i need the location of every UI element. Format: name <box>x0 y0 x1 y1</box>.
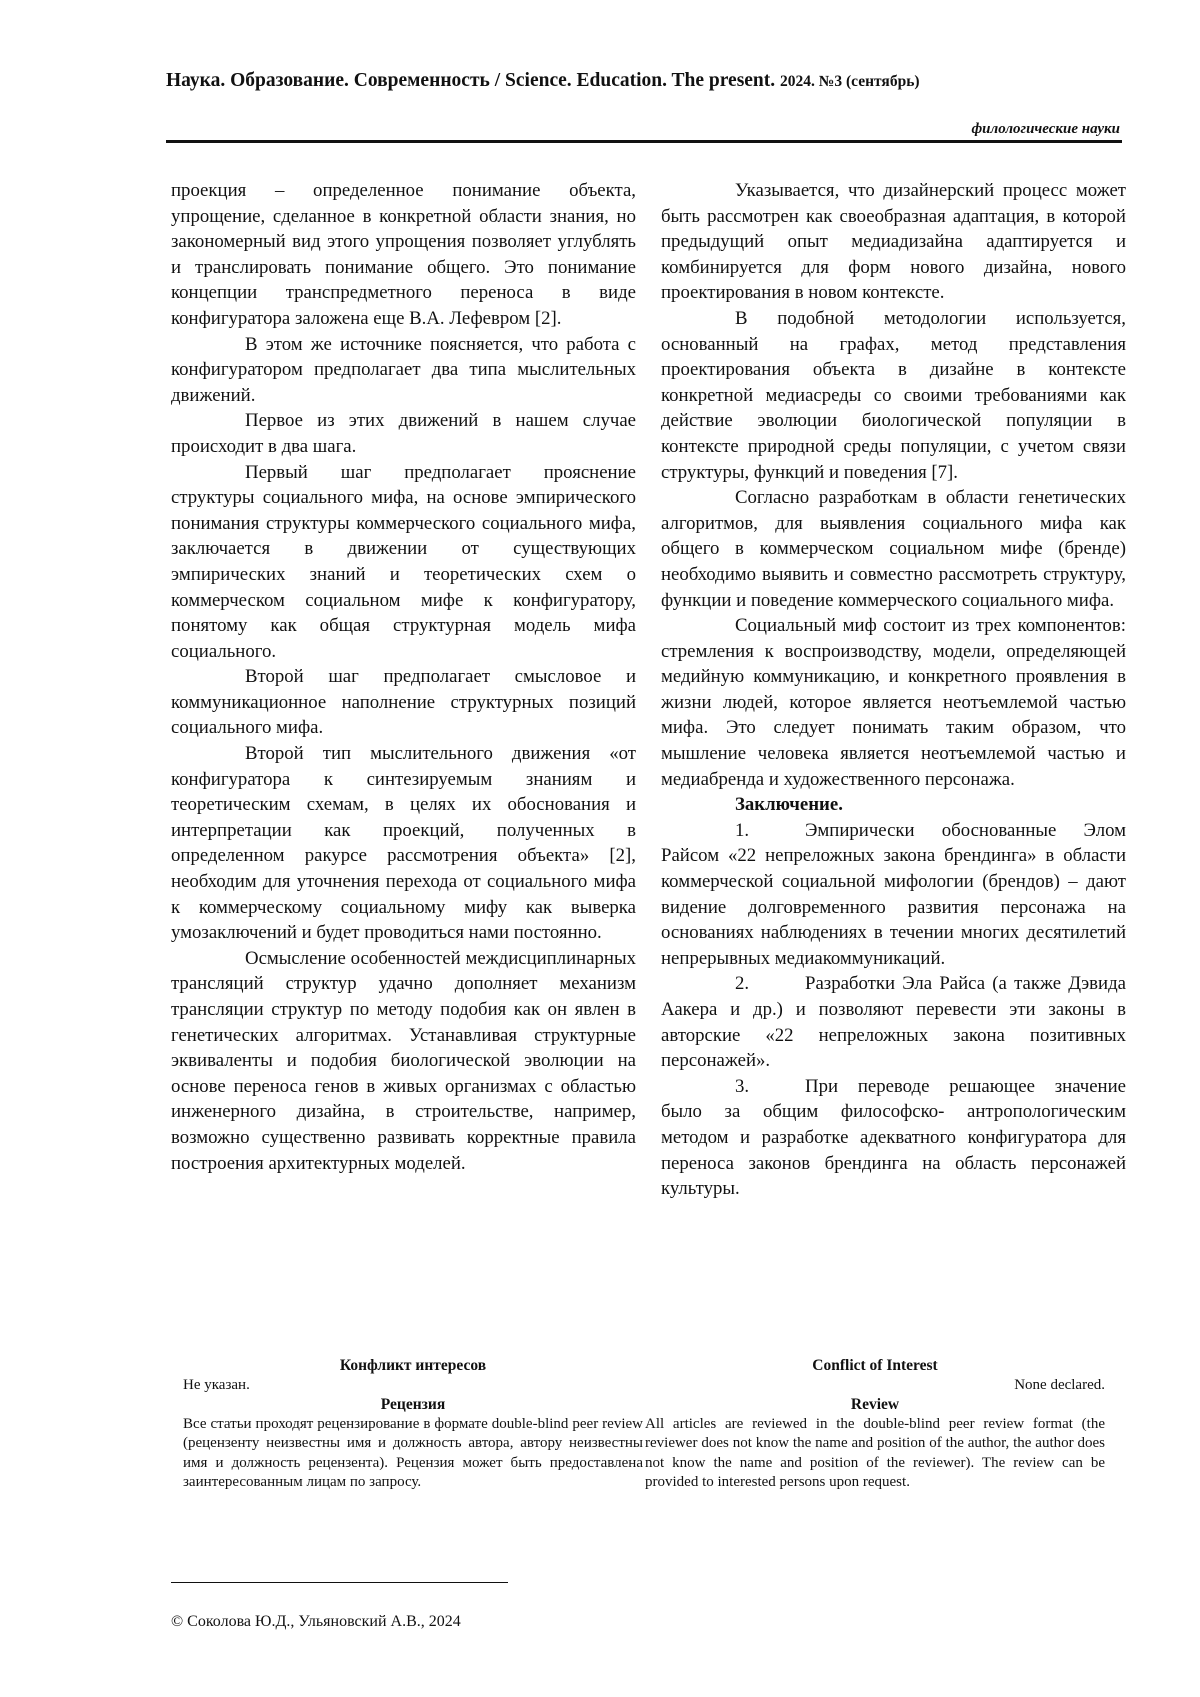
meta-ru <box>183 1356 643 1493</box>
conclusion-text: Разработки Эла Райса (а также Дэвида Аакера и др.) и позволяют перевести эти законы в авторские «22 непреложных закона позитивных персонажей». <box>661 973 1126 1072</box>
paragraph: В подобной методологии используется, основанный на графах, метод представления проектирования объекта в дизайне в контексте конкретной медиасреды со своими требованиями как действие эволюции биологической популяции в контексте природной среды популяции, с учетом связи структуры, функций и поведения [7]. <box>661 307 1126 483</box>
paragraph: Согласно разработкам в области генетических алгоритмов, для выявления социального мифа как общего в коммерческом социальном мифе (бренде) необходимо выявить и совместно рассмотреть структуру, функции и поведение коммерческого социального мифа. <box>661 487 1126 611</box>
issue-label: 2024. №3 (сентябрь) <box>780 73 920 90</box>
conclusion-text: При переводе решающее значение было за общим философско- антропологическим методом и разработке адекватного конфигуратора для переноса законов брендинга на область персонажей культуры. <box>661 1075 1126 1200</box>
conclusion-text: Эмпирически обоснованные Элом Райсом «22 непреложных закона брендинга» в области коммерческой социальной мифологии (брендов) – дают видение долговременного развития персонажа на основаниях наблюдениях в течении многих десятилетий непрерывных медиакоммуникаций. <box>661 819 1126 969</box>
footnote-divider <box>171 1582 508 1583</box>
review-text-ru: Все статьи проходят рецензирование в формате double-blind peer review (рецензенту неизвестны имя и должность автора, автору неизвестны имя и должность рецензента). Рецензия может быть предоставлена заинтересованным лицам по запросу. <box>183 1415 643 1490</box>
rubric-label: филологические науки <box>971 121 1120 137</box>
review-text-en: All articles are reviewed in the double-blind peer review format (the reviewer does not know the name and position of the author, the author does not know the name and position of the reviewer). The review can be provided to interested persons upon request. <box>645 1415 1105 1490</box>
journal-header <box>166 70 1126 92</box>
review-heading-ru: Рецензия <box>380 1396 446 1413</box>
conclusion-heading: Заключение. <box>735 794 843 816</box>
right-column <box>661 178 1126 1202</box>
left-column <box>171 178 636 1176</box>
paragraph: проекция – определенное понимание объекта, упрощение, сделанное в конкретной области знания, но закономерный вид этого упрощения позволяет углублять и транслировать понимание общего. Это понимание концепции транспредметного переноса в виде конфигуратора заложена еще В.А. Лефевром [2]. <box>171 180 636 329</box>
conclusion-item <box>661 1074 1126 1202</box>
conclusion-item <box>661 971 1126 1073</box>
conclusion-number: 1. <box>735 819 750 841</box>
conclusion-number: 3. <box>735 1075 750 1097</box>
paragraph: Социальный миф состоит из трех компонентов: стремления к воспроизводству, модели, определяющей медийную коммуникацию, и конкретного проявления в жизни людей, которое является неотъемлемой частью мифа. Это следует понимать таким образом, что мышление человека является неотъемлемой частью и медиабренда и художественного персонажа. <box>661 615 1126 790</box>
meta-en <box>645 1356 1105 1493</box>
conflict-heading-ru: Конфликт интересов <box>339 1357 487 1374</box>
copyright-notice: © Соколова Ю.Д., Ульяновский А.В., 2024 <box>171 1613 461 1630</box>
paragraph: Указывается, что дизайнерский процесс может быть рассмотрен как своеобразная адаптация, в которой предыдущий опыт медиадизайна адаптируется и комбинируется для форм нового дизайна, нового проектирования в новом контексте. <box>661 180 1126 304</box>
journal-title: Наука. Образование. Современность / Science. Education. The present. <box>166 70 776 91</box>
paragraph: Второй шаг предполагает смысловое и коммуникационное наполнение структурных позиций социального мифа. <box>171 666 636 739</box>
header-divider <box>166 140 1122 143</box>
paragraph: Осмысление особенностей междисциплинарных трансляций структур удачно дополняет механизм трансляции структур по методу подобия как он явлен в генетических алгоритмах. Устанавливая структурные эквиваленты и подобия биологической эволюции на основе переноса генов в живых организмах с областью инженерного дизайна, в строительстве, например, возможно существенно развивать корректные правила построения архитектурных моделей. <box>171 947 636 1174</box>
paragraph: Первое из этих движений в нашем случае происходит в два шага. <box>171 410 636 457</box>
conflict-text-ru: Не указан. <box>183 1376 250 1393</box>
paragraph: Первый шаг предполагает прояснение структуры социального мифа, на основе эмпирического понимания структуры коммерческого социального мифа, заключается в движении от существующих эмпирических знаний и теоретических схем о коммерческом социальном мифе к конфигуратору, понятому как общая структурная модель мифа социального. <box>171 461 636 662</box>
review-heading-en: Review <box>850 1396 900 1413</box>
conflict-heading-en: Conflict of Interest <box>812 1357 938 1374</box>
paragraph: Второй тип мыслительного движения «от конфигуратора к синтезируемым знаниям и теоретическим схемам, в целях их обоснования и интерпретации как проекций, полученных в определенном ракурсе рассмотрения объекта» [2], необходим для уточнения перехода от социального мифа к коммерческому социальному мифу как выверка умозаключений и будет проводиться нами постоянно. <box>171 743 636 944</box>
conclusion-number: 2. <box>735 973 750 995</box>
conflict-text-en: None declared. <box>1014 1376 1105 1393</box>
paragraph: В этом же источнике поясняется, что работа с конфигуратором предполагает два типа мыслительных движений. <box>171 333 636 406</box>
conclusion-item <box>661 818 1126 972</box>
